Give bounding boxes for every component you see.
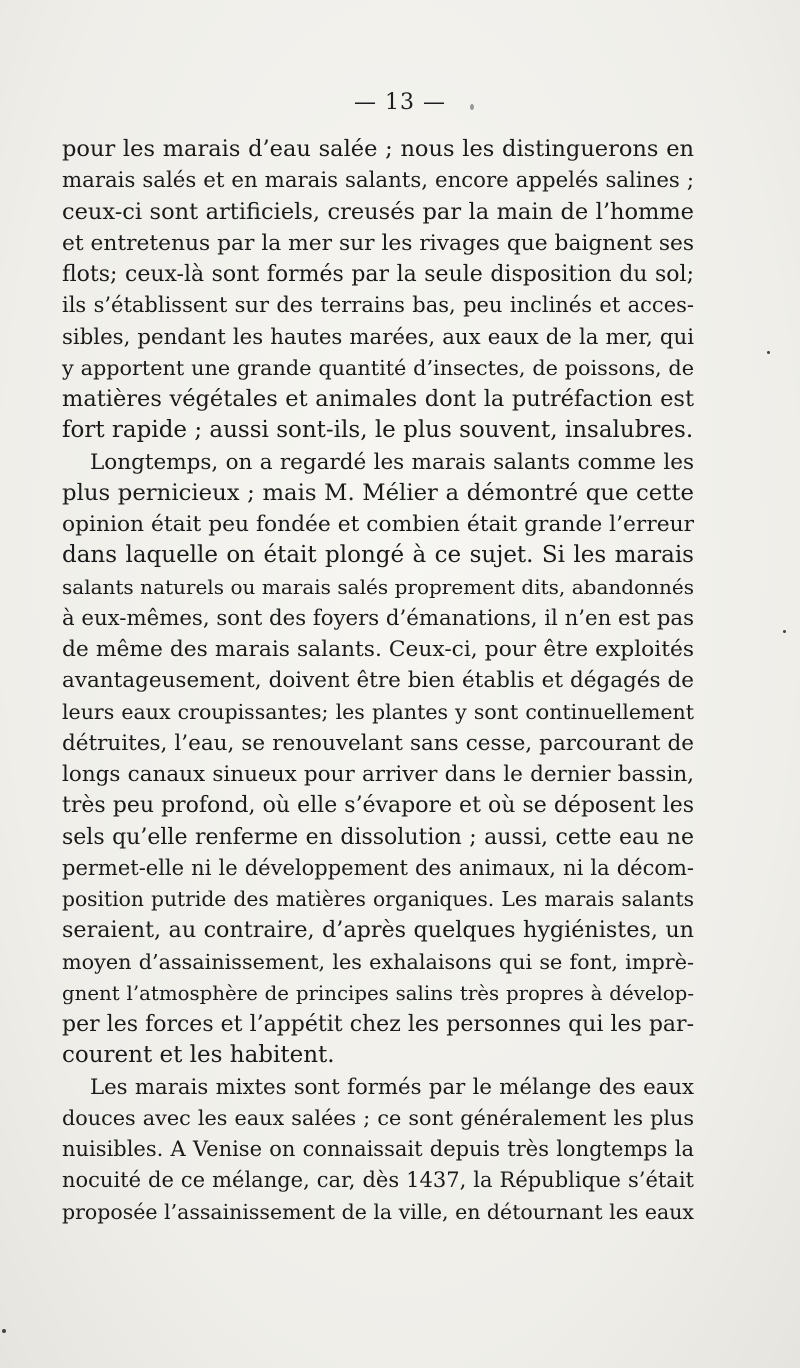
text-line: flots; ceux-là sont formés par la seule disposition du sol; [62, 262, 694, 287]
text-line: et entretenus par la mer sur les rivages que baignent ses [62, 230, 695, 256]
text-line: gnent l’atmosphère de principes salins très propres à dévelop- [62, 981, 694, 1005]
print-speck [2, 1329, 6, 1333]
text-line: avantageusement, doivent être bien établis et dégagés de [62, 668, 694, 694]
print-speck [783, 630, 786, 633]
text-line: proposée l’assainissement de la ville, en détournant les eaux [62, 1199, 694, 1224]
text-line: permet-elle ni le développement des animaux, ni la décom- [62, 855, 694, 880]
text-line: douces avec les eaux salées ; ce sont généralement les plus [62, 1105, 694, 1130]
print-speck [767, 351, 770, 354]
text-line: sels qu’elle renferme en dissolution ; aussi, cette eau ne [62, 824, 694, 850]
text-line: nocuité de ce mélange, car, dès 1437, la République s’était [62, 1168, 694, 1193]
text-line: à eux-mêmes, sont des foyers d’émanations, il n’en est pas [62, 605, 695, 631]
text-line: détruites, l’eau, se renouvelant sans cesse, parcourant de [62, 730, 694, 756]
text-line: ceux-ci sont artificiels, creusés par la main de l’homme [62, 198, 694, 225]
text-line: fort rapide ; aussi sont-ils, le plus souvent, insalubres. [62, 417, 694, 444]
text-line: plus pernicieux ; mais M. Mélier a démontré que cette [62, 479, 694, 506]
text-line: très peu profond, où elle s’évapore et où se déposent les [62, 793, 694, 819]
text-line: ils s’établissent sur des terrains bas, peu inclinés et acces- [62, 293, 694, 318]
text-line: courent et les habitent. [62, 1042, 335, 1069]
text-line: Longtemps, on a regardé les marais salants comme les [90, 449, 694, 475]
text-line: position putride des matières organiques. Les marais salants [62, 887, 694, 911]
text-line: per les forces et l’appétit chez les personnes qui les par- [62, 1012, 694, 1037]
text-line: sibles, pendant les hautes marées, aux eaux de la mer, qui [62, 324, 694, 350]
text-line: longs canaux sinueux pour arriver dans le dernier bassin, [62, 762, 694, 787]
text-line: marais salés et en marais salants, encore appelés salines ; [62, 168, 694, 194]
text-line: moyen d’assainissement, les exhalaisons qui se font, imprè- [62, 949, 694, 974]
text-line: pour les marais d’eau salée ; nous les distinguerons en [62, 136, 694, 162]
body-text [62, 134, 694, 1228]
text-line: y apportent une grande quantité d’insectes, de poissons, de [62, 355, 694, 380]
text-line: dans laquelle on était plongé à ce sujet. Si les marais [62, 542, 694, 569]
text-line: de même des marais salants. Ceux-ci, pour être exploités [62, 637, 694, 662]
text-line: opinion était peu fondée et combien était grande l’erreur [62, 512, 694, 537]
text-line: seraient, au contraire, d’après quelques hygiénistes, un [62, 917, 694, 944]
print-speck [470, 104, 474, 110]
text-line: matières végétales et animales dont la putréfaction est [62, 386, 694, 412]
text-line: salants naturels ou marais salés proprement dits, abandonnés [62, 574, 694, 599]
page-number: — 13 — [354, 90, 446, 115]
text-line: Les marais mixtes sont formés par le mélange des eaux [90, 1074, 694, 1100]
text-line: leurs eaux croupissantes; les plantes y sont continuellement [62, 699, 694, 724]
text-line: nuisibles. A Venise on connaissait depuis très longtemps la [62, 1137, 694, 1161]
